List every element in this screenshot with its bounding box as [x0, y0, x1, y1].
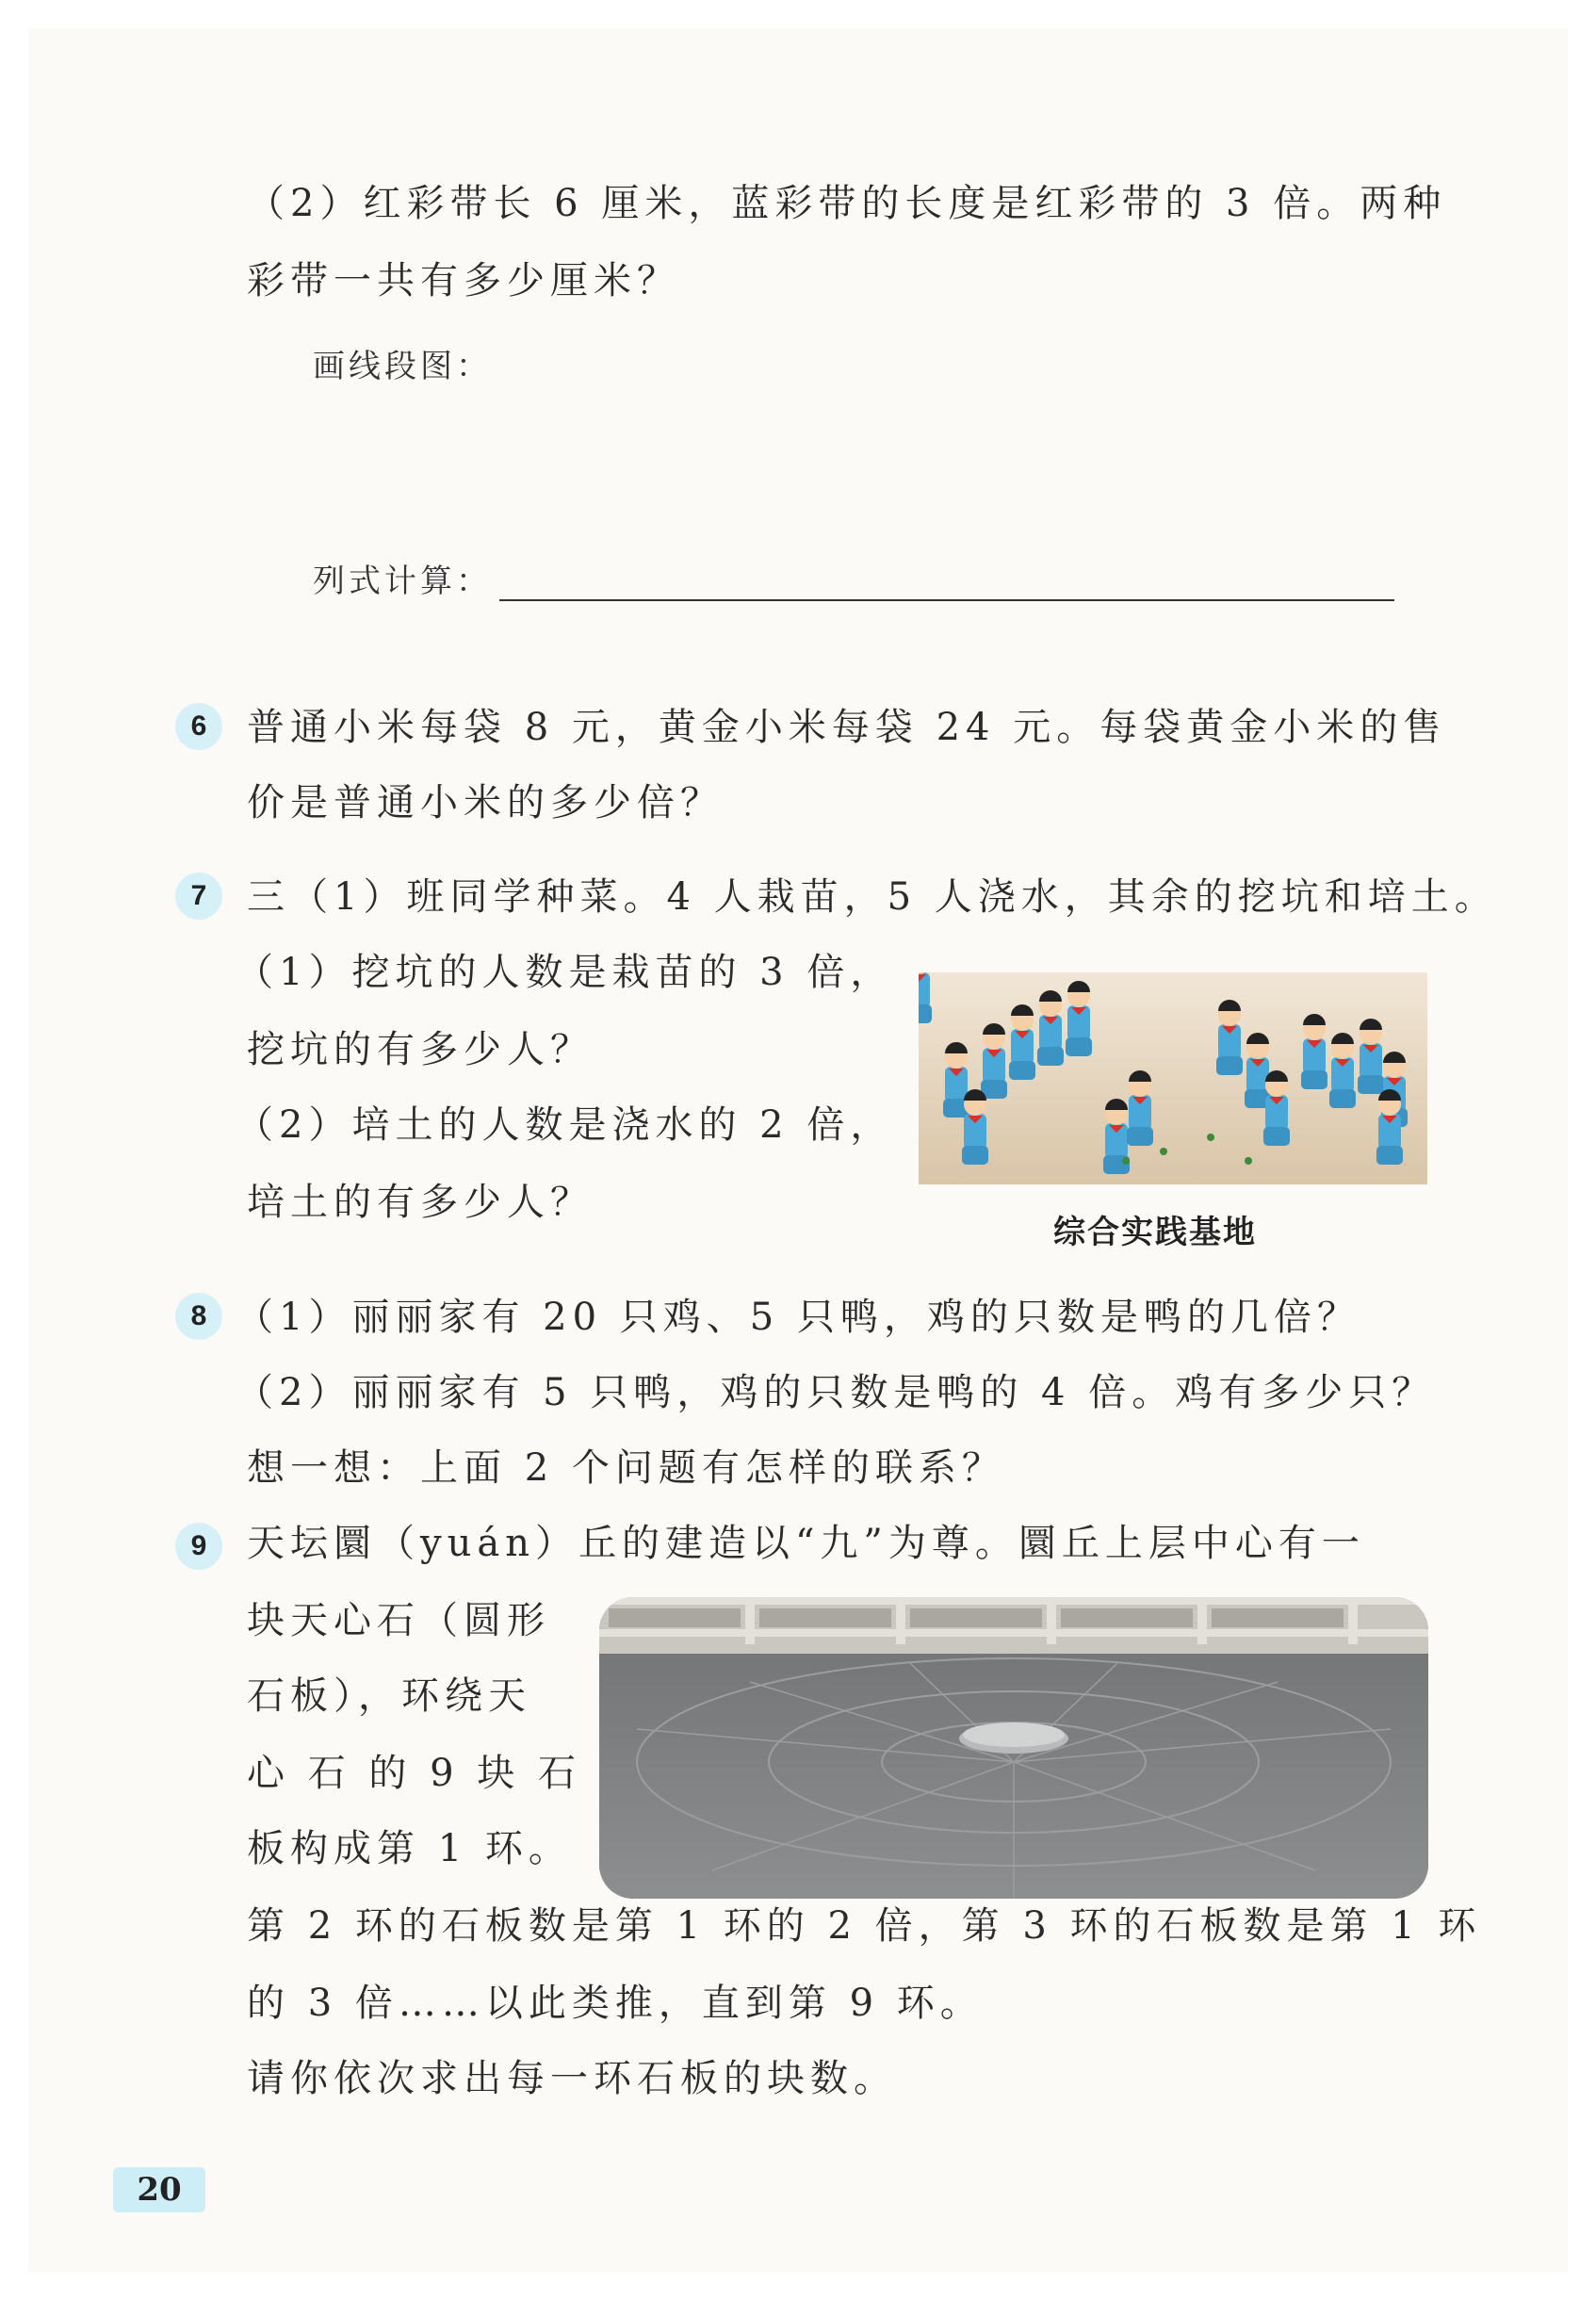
q7-part1-line1: （1）挖坑的人数是栽苗的 3 倍， — [236, 951, 894, 994]
question-number-badge: 9 — [175, 1523, 222, 1570]
question-number-badge: 6 — [175, 703, 222, 750]
q9-side-line3: 心 石 的 9 块 石 — [247, 1752, 582, 1795]
q7-part2-line1: （2）培土的人数是浇水的 2 倍， — [236, 1103, 894, 1147]
draw-diagram-label: 画线段图： — [313, 348, 492, 385]
illustration-caption: 综合实践基地 — [1053, 1215, 1257, 1250]
question-number-badge: 8 — [175, 1293, 222, 1340]
page-number: 20 — [113, 2167, 205, 2212]
q8-line3: 想一想：上面 2 个问题有怎样的联系？ — [247, 1446, 1005, 1490]
answer-line — [499, 599, 1394, 601]
q6-line2: 价是普通小米的多少倍？ — [247, 781, 724, 824]
q9-line7: 的 3 倍……以此类推，直到第 9 环。 — [247, 1982, 984, 2025]
q9-side-line4: 板构成第 1 环。 — [247, 1827, 572, 1870]
q8-line1: （1）丽丽家有 20 只鸡、5 只鸭，鸡的只数是鸭的几倍？ — [236, 1296, 1360, 1339]
question-number-badge: 7 — [175, 873, 222, 920]
q9-line6: 第 2 环的石板数是第 1 环的 2 倍，第 3 环的石板数是第 1 环 — [247, 1904, 1482, 1948]
q9-side-line2: 石板），环绕天 — [247, 1674, 531, 1718]
q7-line1: 三（1）班同学种菜。4 人栽苗，5 人浇水，其余的挖坑和培土。 — [247, 875, 1498, 919]
q9-side-line1: 块天心石（圆形 — [247, 1599, 550, 1642]
circular-mound-altar-photo — [599, 1597, 1428, 1899]
q5-part2-line2: 彩带一共有多少厘米？ — [247, 259, 680, 302]
q8-line2: （2）丽丽家有 5 只鸭，鸡的只数是鸭的 4 倍。鸡有多少只？ — [236, 1371, 1436, 1414]
calculation-label: 列式计算： — [313, 563, 492, 600]
students-planting-illustration — [919, 972, 1427, 1184]
q9-line8: 请你依次求出每一环石板的块数。 — [247, 2057, 897, 2100]
q9-line1: 天坛圜（yuán）丘的建造以“九”为尊。圜丘上层中心有一 — [247, 1522, 1365, 1565]
q7-part1-line2: 挖坑的有多少人？ — [247, 1028, 594, 1071]
q5-part2-line1: （2）红彩带长 6 厘米，蓝彩带的长度是红彩带的 3 倍。两种 — [247, 182, 1447, 225]
q6-line1: 普通小米每袋 8 元，黄金小米每袋 24 元。每袋黄金小米的售 — [247, 706, 1447, 749]
q7-part2-line2: 培土的有多少人？ — [247, 1181, 594, 1224]
